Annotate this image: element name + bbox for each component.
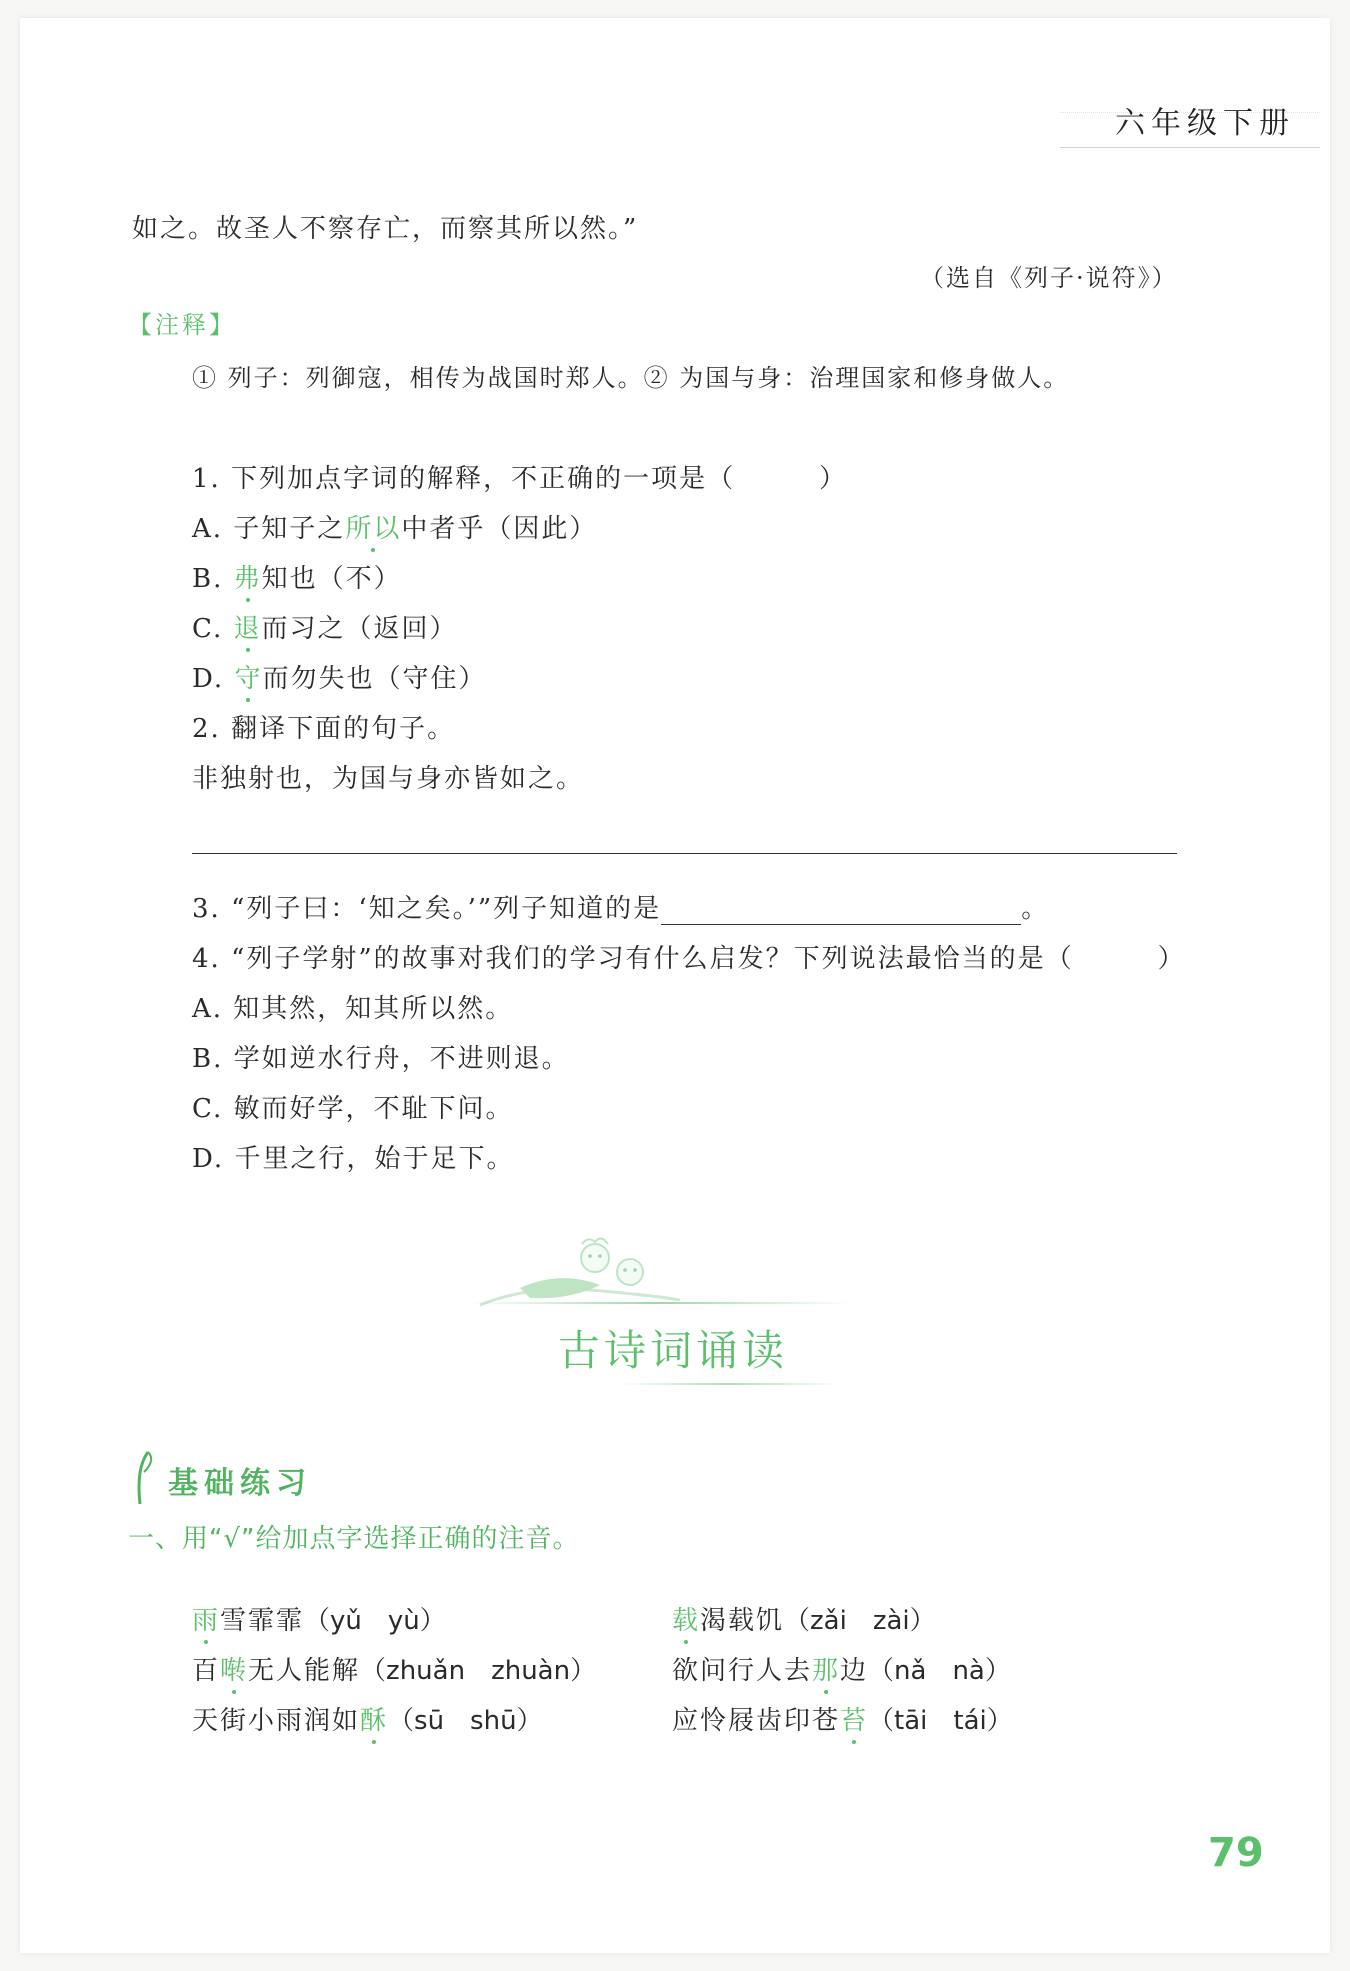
pinyin-item: 应怜屐齿印苍苔（tāi tái） xyxy=(672,1706,1013,1736)
notes-text: ① 列子：列御寇，相传为战国时郑人。② 为国与身：治理国家和修身做人。 xyxy=(192,364,1070,392)
pinyin-options[interactable]: （sū shū） xyxy=(388,1706,543,1736)
dotted-word: 酥 xyxy=(360,1706,389,1736)
passage-line: 如之。故圣人不察存亡，而察其所以然。” xyxy=(132,214,639,244)
feather-icon xyxy=(130,1448,160,1508)
pinyin-item: 欲问行人去那边（nǎ nà） xyxy=(672,1656,1011,1686)
dotted-word: 啭 xyxy=(220,1656,249,1686)
pinyin-item: 百啭无人能解（zhuǎn zhuàn） xyxy=(192,1656,597,1686)
dotted-word: 退 xyxy=(233,614,262,644)
q4-option-a: A. 知其然，知其所以然。 xyxy=(192,994,514,1024)
q1-option-a: A. 子知子之所以中者乎（因此） xyxy=(192,514,598,544)
pinyin-item: 雨雪霏霏（yǔ yù） xyxy=(192,1606,446,1636)
grade-label: 六年级下册 xyxy=(1115,106,1295,141)
q1-option-b: B. 弗知也（不） xyxy=(192,564,402,594)
page-number: 79 xyxy=(1208,1830,1264,1876)
pinyin-options[interactable]: （yǔ yù） xyxy=(304,1606,446,1636)
section-question: 一、用“√”给加点字选择正确的注音。 xyxy=(128,1524,580,1554)
pinyin-options[interactable]: （tāi tái） xyxy=(868,1706,1013,1736)
passage-source: （选自《列子·说符》） xyxy=(920,264,1178,292)
banner-rule xyxy=(620,1383,840,1385)
dotted-word: 守 xyxy=(234,664,263,694)
dotted-word: 所以 xyxy=(345,514,402,544)
pinyin-item: 天街小雨润如酥（sū shū） xyxy=(192,1706,543,1736)
dotted-word: 那 xyxy=(812,1656,841,1686)
q1-option-d: D. 守而勿失也（守住） xyxy=(192,664,487,694)
q4-stem: 4. “列子学射”的故事对我们的学习有什么启发？下列说法最恰当的是（ ） xyxy=(192,944,1186,974)
pinyin-options[interactable]: （nǎ nà） xyxy=(868,1656,1011,1686)
q3-answer-blank[interactable] xyxy=(661,894,1021,925)
q4-option-c: C. 敏而好学，不耻下问。 xyxy=(192,1094,514,1124)
q2-answer-line[interactable] xyxy=(192,853,1177,854)
q3-line: 3. “列子曰：‘知之矣。’”列子知道的是 。 xyxy=(192,894,1050,924)
pinyin-options[interactable]: （zhuǎn zhuàn） xyxy=(360,1656,597,1686)
dotted-word: 雨 xyxy=(192,1606,221,1636)
q4-option-b: B. 学如逆水行舟，不进则退。 xyxy=(192,1044,570,1074)
dotted-word: 苔 xyxy=(840,1706,869,1736)
q1-stem: 1. 下列加点字词的解释，不正确的一项是（ ） xyxy=(192,464,848,494)
q4-option-d: D. 千里之行，始于足下。 xyxy=(192,1144,515,1174)
q2-stem: 2. 翻译下面的句子。 xyxy=(192,714,456,744)
section-banner-title: 古诗词诵读 xyxy=(558,1326,789,1375)
pinyin-item: 载渴载饥（zǎi zài） xyxy=(672,1606,936,1636)
notes-tag: 【注释】 xyxy=(128,311,236,339)
q2-sentence: 非独射也，为国与身亦皆如之。 xyxy=(192,764,585,794)
dotted-word: 弗 xyxy=(233,564,262,594)
q1-option-c: C. 退而习之（返回） xyxy=(192,614,458,644)
children-illustration xyxy=(470,1230,690,1320)
banner-rule xyxy=(470,1302,850,1304)
pinyin-options[interactable]: （zǎi zài） xyxy=(784,1606,936,1636)
section-title: 基础练习 xyxy=(168,1466,312,1501)
dotted-word: 载 xyxy=(672,1606,701,1636)
